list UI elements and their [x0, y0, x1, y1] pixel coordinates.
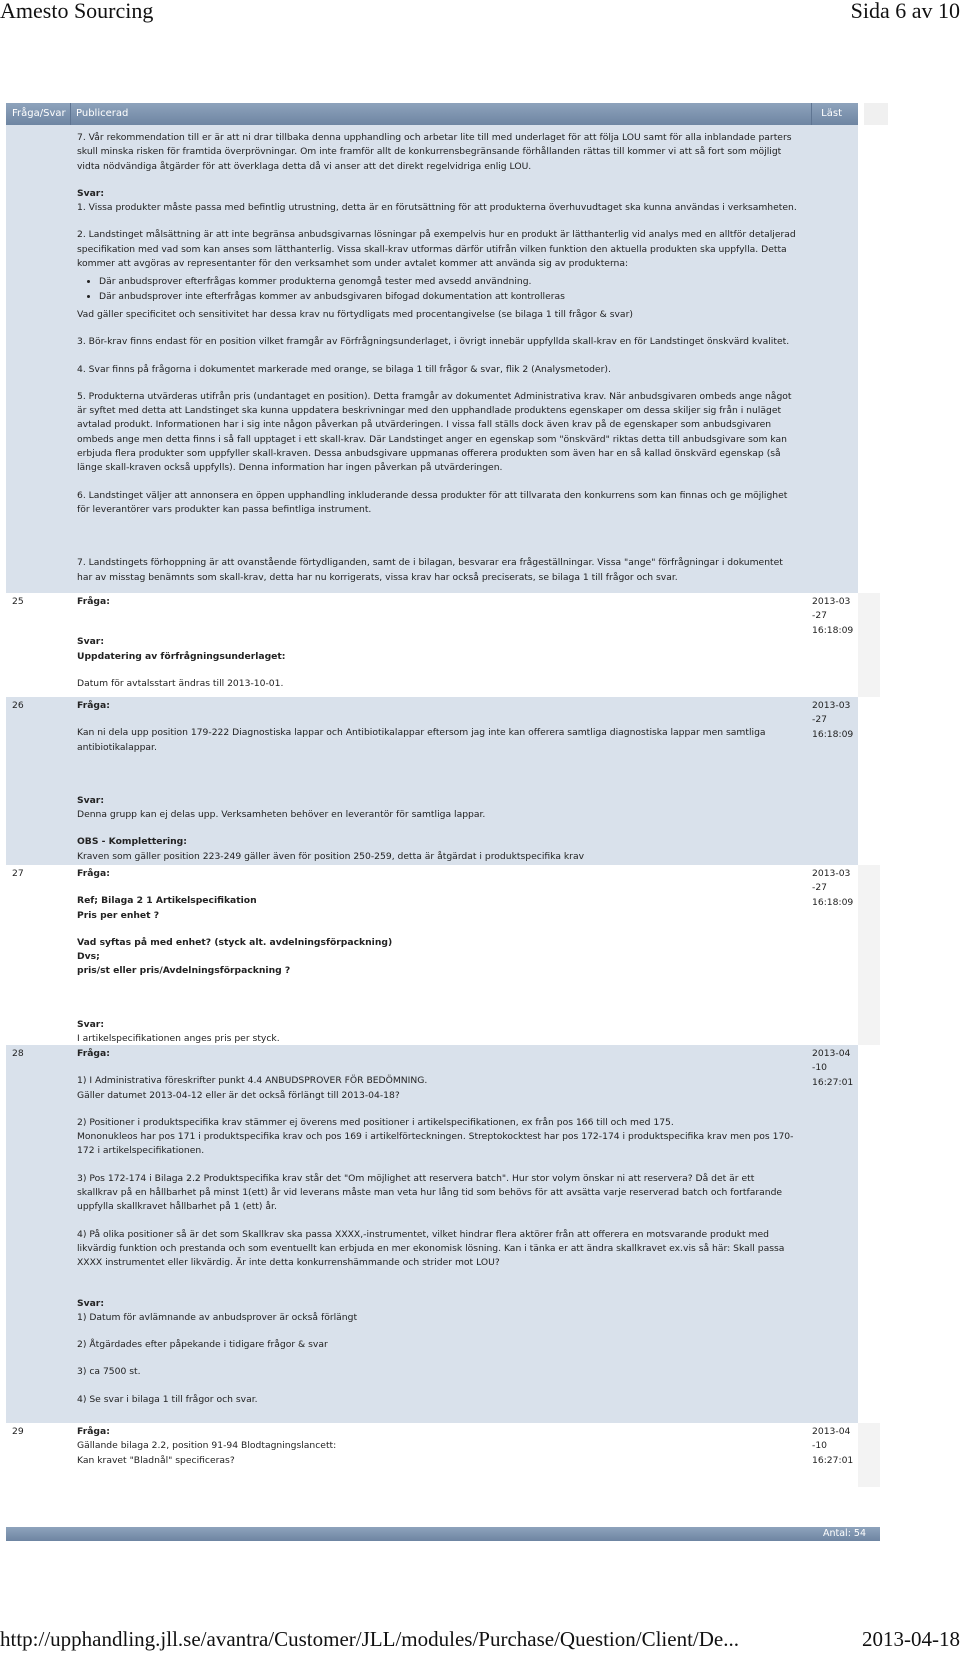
- question-text: pris/st eller pris/Avdelningsförpackning ?: [77, 965, 291, 977]
- answer-text: I artikelspecifikationen anges pris per styck.: [77, 1033, 280, 1045]
- question-label: Fråga:: [77, 1048, 110, 1059]
- row-side-gutter: [858, 1045, 880, 1423]
- answer-label: Svar:: [77, 636, 105, 648]
- answer-label: Svar:: [77, 794, 105, 806]
- questions-table: [6, 125, 880, 1487]
- answer-text: Denna grupp kan ej delas upp. Verksamheten behöver en leverantör för samtliga lappar.: [77, 809, 486, 821]
- answer-text: 3. Bör-krav finns endast för en position vilket framgår av Förfrågningsunderlaget, i övrigt innebär uppfyllda skall-krav en för Landstinget önskvärd kvalitet.: [77, 336, 790, 348]
- answer-text: 4) Se svar i bilaga 1 till frågor och svar.: [77, 1393, 258, 1405]
- question-text: Gällande bilaga 2.2, position 91-94 Blodtagningslancett:: [77, 1440, 337, 1452]
- question-label: Fråga:: [77, 1426, 110, 1437]
- column-header-qa[interactable]: Fråga/Svar: [12, 108, 66, 119]
- list-item: • Där anbudsprover efterfrågas kommer produkterna genomgå tester med avsedd användning.: [99, 275, 797, 289]
- table-row: [6, 125, 880, 593]
- published-date: 2013-03 -27 16:18:09: [812, 868, 854, 908]
- answer-text: 1. Vissa produkter måste passa med befintlig utrustning, detta är en förutsättning för att produkterna överhuvudtaget ska kunna användas i verksamheten.: [77, 202, 797, 214]
- table-row: [6, 865, 880, 1045]
- answer-note-label: OBS - Komplettering:: [77, 836, 187, 848]
- answer-title: Uppdatering av förfrågningsunderlaget:: [77, 650, 286, 662]
- table-row: [6, 593, 880, 697]
- row-side-gutter: [858, 125, 880, 593]
- answer-text: Datum för avtalsstart ändras till 2013-10-01.: [77, 677, 284, 689]
- answer-list: [77, 275, 797, 304]
- question-text: Gäller datumet 2013-04-12 eller är det också förlängt till 2013-04-18?: [77, 1089, 400, 1101]
- header-filler: [864, 103, 888, 125]
- print-footer: [0, 1625, 960, 1653]
- answer-text: 3) ca 7500 st.: [77, 1366, 141, 1378]
- answer-label: Svar:: [77, 1018, 105, 1030]
- answer-text: 4. Svar finns på frågorna i dokumentet markerade med orange, se bilaga 1 till frågor & svar, flik 2 (Analysmetoder).: [77, 363, 611, 375]
- question-text: 7. Vår rekommendation till er är att ni drar tillbaka denna upphandling och arbetar lite till med underlaget för att följa LOU samt för alla inblandade parters skull minska risken för framtida överprövningar. Om inte framför allt de konkurrensbegränsande förhållanden rättas till kommer vi att så fort som möjligt vidta nödvändiga åtgärder för att överklaga detta då vi anser att det direkt regelvidriga enlig LOU.: [77, 132, 792, 172]
- question-text: Dvs;: [77, 951, 100, 963]
- table-footer: [6, 1527, 880, 1541]
- row-side-gutter: [858, 593, 880, 697]
- answer-text: 6. Landstinget väljer att annonsera en öppen upphandling inkluderande dessa produkter för att tillvarata den konkurrens som kan finnas och ge möjlighet för leverantörer vars produkter kan passa befintliga instrument.: [77, 489, 788, 515]
- table-row: [6, 697, 880, 865]
- print-footer-date: 2013-04-18: [862, 1627, 960, 1651]
- question-text: 4) På olika positioner så är det som Skallkrav ska passa XXXX,-instrumentet, vilket hindrar flera aktörer från att offerera en motsvarande produkt med likvärdig funktion och prestanda och som eventuellt kan erbjuda en mer ekonomisk lösning. Kan i tänka er att ändra skallkravet ex.vis så här: Skall passa XXXX instrumentet eller likvärdig. Är inte detta konkurrenshämmande och strider mot LOU?: [77, 1228, 785, 1269]
- print-header-title: Amesto Sourcing: [0, 0, 154, 23]
- print-header-page: Sida 6 av 10: [850, 0, 960, 23]
- question-text: Mononukleos har pos 171 i produktspecifika krav och pos 169 i artikelförteckningen. Streptokocktest har pos 172-174 i produktspecifika krav men pos 170-172 i artikelspecifikationen.: [77, 1131, 794, 1157]
- row-side-gutter: [858, 697, 880, 865]
- answer-text: Vad gäller specificitet och sensitivitet har dessa krav nu förtydligats med procentangivelse (se bilaga 1 till frågor & svar): [77, 308, 633, 320]
- table-header: [6, 103, 858, 125]
- row-side-gutter: [858, 865, 880, 1045]
- row-number: 26: [12, 700, 24, 711]
- answer-label: Svar:: [77, 187, 105, 199]
- answer-text: 5. Produkterna utvärderas utifrån pris (undantaget en position). Detta framgår av dokumentet Administrativa krav. När anbudsgivaren ombeds ange något är syftet med detta att Landstinget ska kunna uppdatera beskrivningar med den upphandlade produktens egenskaper om dessa skiljer sig från i nuläget avtalad produkt. Informationen har i sig inte någon påverkan på utvärderingen. I vissa fall ställs dock även krav på de egenskaper som anbudsgivaren ombeds ange men detta finns i så fall upptaget i ett skall-krav. Där Landstinget anger en egenskap som "önskvärd" riktas detta till anbudsgivare som kan erbjuda flera produkter som uppfyller skall-kraven. Dessa anbudsgivare uppmanas offerera produkten som även har en så kallad önskvärd egenskap (så länge skall-kraven också uppfylls). Denna information har ingen påverkan på utvärderingen.: [77, 390, 792, 474]
- table-row: [6, 1423, 880, 1487]
- column-header-published[interactable]: Publicerad: [76, 108, 129, 119]
- column-divider: [70, 103, 71, 125]
- question-text: Vad syftas på med enhet? (styck alt. avdelningsförpackning): [77, 936, 393, 948]
- published-date: 2013-03 -27 16:18:09: [812, 700, 854, 740]
- answer-text: 7. Landstingets förhoppning är att ovanstående förtydliganden, samt de i bilagan, besvarar era frågeställningar. Vissa "ange" förfrågningar i dokumentet har av misstag benämnts som skall-krav, detta har nu korrigerats, vissa krav har också preciserats, se bilaga 1 till frågor och svar.: [77, 557, 783, 583]
- question-text: 1) I Administrativa föreskrifter punkt 4.4 ANBUDSPROVER FÖR BEDÖMNING.: [77, 1075, 428, 1087]
- question-label: Fråga:: [77, 868, 110, 879]
- row-side-gutter: [858, 1423, 880, 1487]
- answer-label: Svar:: [77, 1297, 105, 1309]
- question-label: Fråga:: [77, 700, 110, 711]
- published-date: 2013-04 -10 16:27:01: [812, 1426, 854, 1466]
- row-number: 27: [12, 868, 24, 879]
- column-divider: [811, 103, 812, 125]
- answer-text: Kraven som gäller position 223-249 gäller även för position 250-259, detta är åtgärdat i produktspecifika krav: [77, 850, 585, 862]
- row-count: Antal: 54: [822, 1528, 866, 1539]
- row-number: 25: [12, 596, 24, 607]
- question-text: 2) Positioner i produktspecifika krav stämmer ej överens med positioner i artikelspecifikationen, ex från pos 166 till och med 175.: [77, 1116, 674, 1128]
- question-text: Kan ni dela upp position 179-222 Diagnostiska lappar och Antibiotikalappar eftersom jag inte kan offerera samtliga diagnostiska lappar men samtliga antibiotikalappar.: [77, 727, 766, 753]
- question-text: Ref; Bilaga 2 1 Artikelspecifikation: [77, 895, 257, 907]
- question-text: 3) Pos 172-174 i Bilaga 2.2 Produktspecifika krav står det "Om möjlighet att reservera batch". Hur stor volym önskar ni att reservera? Då det är ett skallkrav på en hållbarhet på minst 1(ett) år vid leverans måste man veta hur lång tid som behövs för att avsätta varje reserverad batch och fortfarande uppfylla skallkravet hållbarhet på 1 (ett) år.: [77, 1172, 783, 1213]
- question-text: Kan kravet "Bladnål" specificeras?: [77, 1454, 235, 1466]
- column-header-read[interactable]: Läst: [821, 108, 842, 119]
- published-date: 2013-03 -27 16:18:09: [812, 596, 854, 636]
- published-date: 2013-04 -10 16:27:01: [812, 1048, 854, 1088]
- question-text: Pris per enhet ?: [77, 909, 160, 921]
- print-footer-url[interactable]: http://upphandling.jll.se/avantra/Customer/JLL/modules/Purchase/Question/Client/De...: [0, 1627, 739, 1651]
- answer-text: 2. Landstinget målsättning är att inte begränsa anbudsgivarnas lösningar på exempelvis hur en produkt är lätthanterlig vid analys med en alltför detaljerad specifikation med vad som kan anses som lätthanterlig. Vissa skall-krav utformas därför utifrån vilken funktion den aktuella produkten ska uppfylla. Detta kommer att avgöras av representanter för den verksamhet som under avtalet kommer att använda sig av produkterna:: [77, 229, 796, 270]
- table-row: [6, 1045, 880, 1423]
- list-item: • Där anbudsprover inte efterfrågas kommer av anbudsgivaren bifogad dokumentation att kontrolleras: [99, 290, 797, 304]
- question-label: Fråga:: [77, 596, 110, 607]
- answer-text: 1) Datum för avlämnande av anbudsprover är också förlängt: [77, 1311, 358, 1323]
- row-number: 29: [12, 1426, 24, 1437]
- print-header: [0, 0, 960, 26]
- row-number: 28: [12, 1048, 24, 1059]
- answer-text: 2) Åtgärdades efter påpekande i tidigare frågor & svar: [77, 1339, 328, 1351]
